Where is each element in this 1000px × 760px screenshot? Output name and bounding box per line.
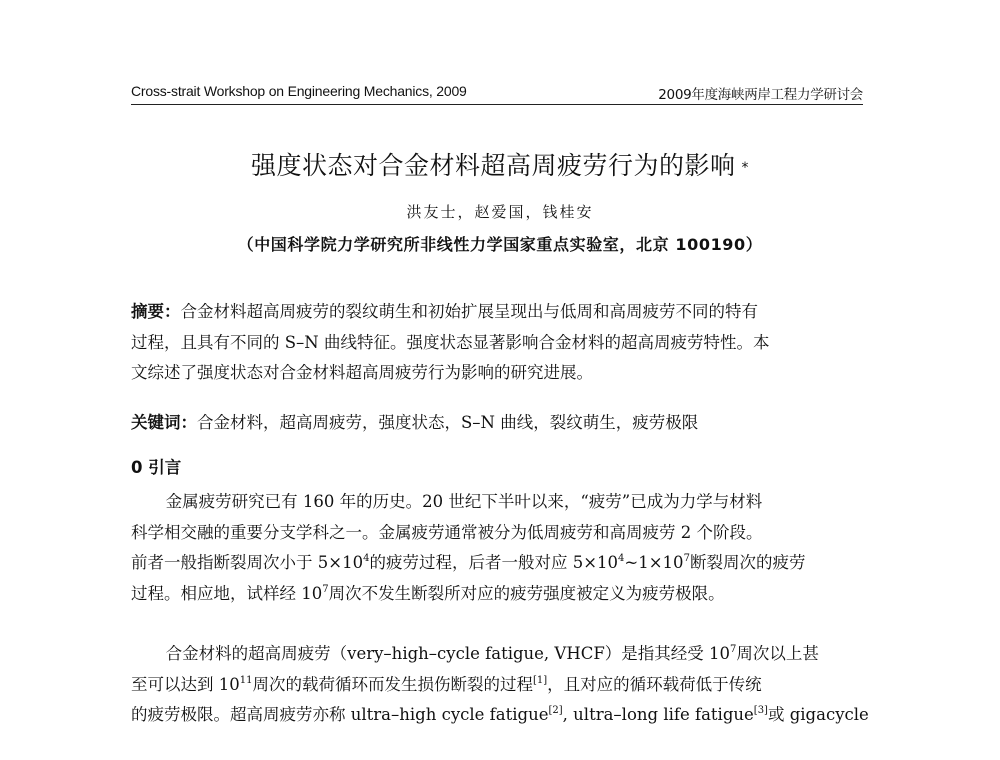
abstract — [131, 297, 867, 389]
text-run: 周次的载荷循环而发生损伤断裂的过程 — [252, 674, 533, 694]
text-run: 断裂周次的疲劳 — [689, 553, 806, 572]
title-text: 强度状态对合金材料超高周疲劳行为的影响 — [250, 151, 736, 180]
superscript: 11 — [239, 674, 253, 686]
authors: 洪友士，赵爱国，钱桂安 — [406, 203, 594, 221]
keywords-label: 关键词： — [131, 413, 197, 432]
text-run: ~1×10 — [624, 553, 684, 572]
text-run: 的疲劳极限。超高周疲劳亦称 ultra–high cycle fatigue — [131, 705, 549, 724]
affiliation: （中国科学院力学研究所非线性力学国家重点实验室，北京 100190） — [237, 235, 763, 254]
citation: [1] — [532, 674, 548, 686]
para1-line-1: 金属疲劳研究已有 160 年的历史。20 世纪下半叶以来，“疲劳”已成为力学与材料 — [165, 492, 763, 511]
text-run: 或 gigacycle — [767, 705, 869, 724]
abstract-label: 摘要： — [131, 302, 181, 321]
text-run: 合金材料的超高周疲劳（very–high–cycle fatigue, VHCF）是指其经受 10 — [165, 644, 731, 663]
citation: [3] — [753, 705, 768, 716]
superscript: 4 — [618, 553, 625, 564]
running-header — [131, 80, 863, 105]
para2-line-3 — [131, 700, 867, 731]
header-right: 2009年度海峡两岸工程力学研讨会 — [658, 87, 863, 103]
superscript: 7 — [683, 553, 690, 564]
text-run: 周次以上甚 — [736, 644, 819, 663]
para2-line-1 — [131, 639, 867, 670]
section-heading: 0 引言 — [131, 458, 182, 477]
superscript: 4 — [363, 553, 370, 564]
paragraph-2 — [131, 639, 867, 731]
para1-line-3 — [131, 548, 867, 579]
title-footnote-mark: * — [741, 160, 749, 176]
text-run: 前者一般指断裂周次小于 5×10 — [131, 553, 364, 572]
text-run: 的疲劳过程，后者一般对应 5×10 — [369, 553, 619, 572]
abstract-line-1: 合金材料超高周疲劳的裂纹萌生和初始扩展呈现出与低周和高周疲劳不同的特有 — [180, 302, 758, 321]
header-left: Cross-strait Workshop on Engineering Mechanics, 2009 — [131, 83, 467, 99]
text-run: 过程。相应地，试样经 10 — [131, 583, 323, 603]
para1-line-2: 科学相交融的重要分支学科之一。金属疲劳通常被分为低周疲劳和高周疲劳 2 个阶段。 — [131, 522, 763, 542]
abstract-line-2: 过程，且具有不同的 S–N 曲线特征。强度状态显著影响合金材料的超高周疲劳特性。本 — [131, 332, 770, 352]
citation: [2] — [548, 705, 563, 716]
keywords-text: 合金材料，超高周疲劳，强度状态，S–N 曲线，裂纹萌生，疲劳极限 — [197, 413, 699, 432]
keywords — [131, 408, 867, 439]
para1-line-4 — [131, 579, 867, 610]
text-run: ，且对应的循环载荷低于传统 — [547, 674, 762, 694]
superscript: 7 — [322, 583, 329, 595]
paragraph-1 — [131, 487, 867, 609]
text-run: 周次不发生断裂所对应的疲劳强度被定义为疲劳极限。 — [328, 583, 725, 603]
superscript: 7 — [730, 644, 737, 655]
para2-line-2 — [131, 670, 867, 701]
abstract-line-3: 文综述了强度状态对合金材料超高周疲劳行为影响的研究进展。 — [131, 363, 593, 382]
text-run: , ultra–long life fatigue — [562, 705, 754, 724]
text-run: 至可以达到 10 — [131, 674, 240, 694]
paper-title — [0, 146, 1000, 182]
